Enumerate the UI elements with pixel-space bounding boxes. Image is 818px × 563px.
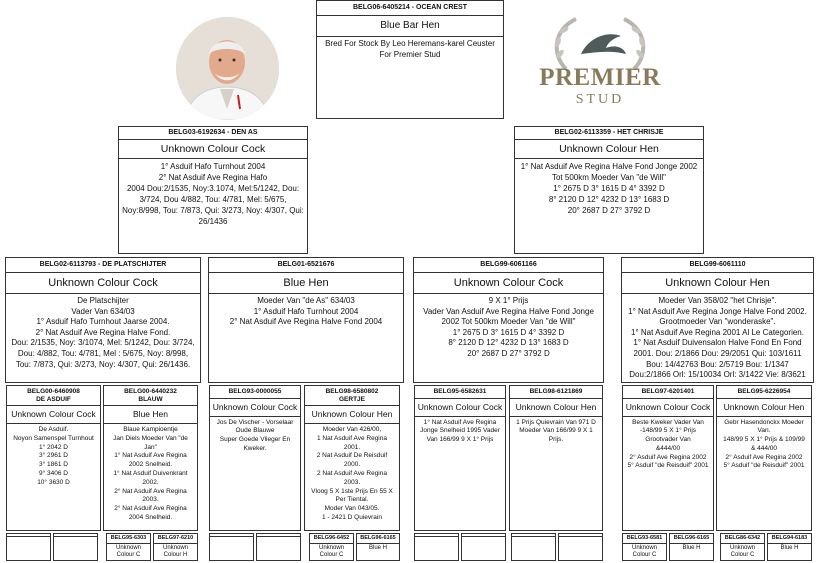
grandsire-maternal-card: [413, 257, 604, 383]
g3-name: Blue Hen: [104, 406, 197, 424]
g2-info: 9 X 1° Prijs Vader Van Asduif Ave Regina Halve Fond Jonge 2002 Tot 500km Moeder Van "de Will" 1° 2675 D 3° 1615 D 4° 3392 D 8° 2120 D 12° 4232 D 13° 1683 D 20° 2687 D 27° 3792 D: [423, 296, 594, 358]
g3-card: [103, 385, 198, 531]
grandsire-paternal-card: [5, 257, 201, 383]
g3-name: Unknown Colour Cock: [7, 406, 100, 424]
subject-card: [316, 0, 504, 119]
g3-name: Unknown Colour Cock: [623, 399, 713, 417]
g3-card: [509, 385, 603, 531]
g3-info: 1° Nat Asduif Ave Regina Jonge Snelheid 1995 Vader Van 166/99 9 X 1° Prijs: [420, 418, 500, 444]
g3-card: [622, 385, 714, 531]
g4-name: Blue H: [682, 545, 701, 551]
subject-name: Blue Bar Hen: [317, 16, 503, 37]
g2-ring: BELG99-6061110: [622, 258, 813, 273]
g4-name: [559, 537, 602, 539]
g2-info: De Platschijter Vader Van 634/03 1° Asduif Hafo Turnhout Jaarse 2004. 2° Nat Asduif Ave Regina Halve Fond. Dou: 2/1535, Noy: 3/1074, Mel: 5/1242, Dou: 3/724, Dou: 4/882, Tou: 4/781, Mel : 5/675, Noy: 8/998, Tou: 7/873, Qui: 3/273, Noy: 4/307, Qui: 26/1436.: [11, 296, 195, 369]
g4-name: [210, 537, 253, 539]
g4-name: [257, 537, 300, 539]
g2-name: Unknown Colour Hen: [622, 273, 813, 294]
g4-name: Unknown Colour H: [162, 545, 188, 558]
g4-ring: BELG95-6303: [107, 534, 150, 544]
g4-name: [7, 537, 50, 539]
g4-card: [511, 533, 556, 561]
g3-card: [6, 385, 101, 531]
g4-card: [209, 533, 254, 561]
g4-card: [153, 533, 198, 561]
dam-info: 1° Nat Asduif Ave Regina Halve Fond Jonge 2002 Tot 500km Moeder Van "de Will" 1° 2675 D 3° 1615 D 4° 3392 D 8° 2120 D 12° 4232 D 13° 1683 D 20° 2687 D 27° 3792 D: [520, 162, 698, 215]
g3-info: Gebr Hasendonckx Moeder Van. 148/99 5 X 1° Prijs & 109/99 & 444/00 2° Asduif Ave Regina 2002 5° Asduif "de Reisduif" 2001: [723, 418, 805, 470]
g3-card: [414, 385, 506, 531]
g4-ring: BELG93-6581: [623, 534, 666, 544]
g4-name: Unknown Colour C: [318, 545, 344, 558]
dam-name: Unknown Colour Hen: [515, 140, 703, 159]
g4-ring: BELG96-6452: [310, 534, 353, 544]
subject-ring: BELG06-6405214 - OCEAN CREST: [317, 1, 503, 16]
g3-ring: BELG00-6460908 DE ASDUIF: [7, 386, 100, 406]
g2-name: Blue Hen: [209, 273, 403, 294]
breeder-photo: [176, 17, 279, 120]
g2-info: Moeder Van "de As" 634/03 1° Asduif Hafo Turnhout 2004 2° Nat Asduif Ave Regina Halve Fond 2004: [229, 296, 383, 327]
dam-card: [514, 126, 704, 254]
g3-ring: BELG95-6582631: [415, 386, 505, 399]
g4-ring: BELG96-6165: [670, 534, 713, 544]
g2-ring: BELG01-6521676: [209, 258, 403, 273]
g2-info: Moeder Van 358/02 "het Chrisje". 1° Nat Asduif Ave Regina Jonge Halve Fond 2002. Grootmoeder Van "wonderaske". 1° Nat Asduif Ave Regina 2001 Al Le Categorien. 1° Nat Asduif Duivensalon Halve Fond En Fond 2001. Dou: 2/1866 Dou: 29/2051 Qui: 103/1611 Bou: 14/42763 Bou: 2/5719 Bou: 1/1347 Dou:2/1866 Orl: 15/10034 Orl: 3/1422 Vie: 8/3621: [628, 296, 807, 380]
g4-name: Blue H: [368, 545, 387, 551]
g3-name: Unknown Colour Hen: [305, 406, 399, 424]
g4-name: Blue H: [780, 545, 799, 551]
g2-ring: BELG02-6113793 - DE PLATSCHIJTER: [6, 258, 200, 273]
g4-name: Unknown Colour C: [729, 545, 755, 558]
g3-ring: BELG95-6226954: [717, 386, 811, 399]
g4-card: [106, 533, 151, 561]
g4-card: [622, 533, 667, 561]
sire-card: [118, 126, 308, 254]
g4-ring: BELG97-6210: [154, 534, 197, 544]
subject-info: Bred For Stock By Leo Heremans-karel Ceuster For Premier Stud: [325, 39, 495, 59]
breeder-portrait-icon: [176, 17, 279, 120]
g2-name: Unknown Colour Cock: [6, 273, 200, 294]
g4-card: [558, 533, 603, 561]
g3-card: [304, 385, 400, 531]
premier-stud-logo: [536, 14, 664, 114]
dam-ring: BELG02-6113359 - HET CHRISJE: [515, 127, 703, 140]
g4-name: [54, 537, 97, 539]
g4-name: Unknown Colour C: [115, 545, 141, 558]
g3-ring: BELG97-6201401: [623, 386, 713, 399]
g4-card: [309, 533, 354, 561]
g3-ring: BELG00-6440232 BLAUW: [104, 386, 197, 406]
g2-name: Unknown Colour Cock: [414, 273, 603, 294]
sire-name: Unknown Colour Cock: [119, 140, 307, 159]
g4-ring: BELG94-6183: [768, 534, 811, 544]
g4-card: [256, 533, 301, 561]
g4-name: Unknown Colour C: [631, 545, 657, 558]
logo-title: PREMIER: [539, 64, 661, 91]
granddam-paternal-card: [208, 257, 404, 383]
g3-info: Blaue Kampioentje Jan Diels Moeder Van "de Jan" 1° Nat Asduif Ave Regina 2002 Snelheid. 1° Nat Asduif Duivenkrant 2002. 2° Nat Asduif Ave Regina 2003. 2° Nat Asduif Ave Regina 2004 Snelheid.: [113, 426, 188, 521]
g3-info: De Asduif. Noyon Samenspel Turnhout 1° 2042 D 3° 2961 D 3° 1861 D 9° 3406 D 10° 3630 D: [13, 426, 94, 486]
sire-ring: BELG03-6192634 - DEN AS: [119, 127, 307, 140]
logo-subtitle: STUD: [575, 92, 625, 107]
g4-ring: BELG86-6342: [721, 534, 764, 544]
g3-name: Unknown Colour Hen: [717, 399, 811, 417]
g4-card: [461, 533, 506, 561]
g4-card: [53, 533, 98, 561]
g4-ring: BELG96-6165: [357, 534, 399, 544]
g3-name: Unknown Colour Cock: [210, 399, 300, 417]
granddam-maternal-card: [621, 257, 814, 383]
g4-card: [356, 533, 400, 561]
g4-card: [414, 533, 459, 561]
g4-card: [720, 533, 765, 561]
g3-ring: BELG93-0000055: [210, 386, 300, 399]
g4-card: [669, 533, 714, 561]
g4-card: [6, 533, 51, 561]
g3-info: Moeder Van 426/00, 1 Nat Asduif Ave Regina 2001. 2 Nat Asduif De Reisduif 2000. 2 Nat Asduif Ave Regina 2003. Vloog 5 X 1ste Prijs En 55 X Per Tiental. Moder Van 043/05. 1 - 2421 D Quievrain: [311, 426, 393, 521]
g3-info: Beste Kweker Vader Van -148/99 5 X 1° Prijs Grootvader Van &444/00 2° Asduif Ave Regina 2002 5° Asduif "de Reisduif" 2001: [627, 418, 709, 470]
g3-card: [209, 385, 301, 531]
g4-name: [512, 537, 555, 539]
g3-info: Jos De Vischer - Vorselaar Oude Blauwe Super Goede Vlieger En Kweker.: [216, 418, 294, 452]
g3-info: 1 Prijs Quievrain Van 971 D Moeder Van 166/99 9 X 1 Prijs.: [516, 418, 596, 444]
g2-ring: BELG99-6061166: [414, 258, 603, 273]
g4-name: [415, 537, 458, 539]
g4-card: [767, 533, 812, 561]
g3-ring: BELG98-6580802 GERTJE: [305, 386, 399, 406]
sire-info: 1° Asduif Hafo Turnhout 2004 2° Nat Asduif Ave Regina Hafo 2004 Dou:2/1535, Noy:3.1074, Mel:5/1242, Dou: 3/724, Dou 4/882, Tou: 4/781, Mel: 5/675, Noy:8/998, Tou: 7/873, Qui: 3/273, Noy: 4/307, Qui: 26/1436: [122, 162, 304, 226]
g3-name: Unknown Colour Cock: [415, 399, 505, 417]
g4-name: [462, 537, 505, 539]
g3-card: [716, 385, 812, 531]
g3-ring: BELG98-6121869: [510, 386, 602, 399]
g3-name: Unknown Colour Hen: [510, 399, 602, 417]
